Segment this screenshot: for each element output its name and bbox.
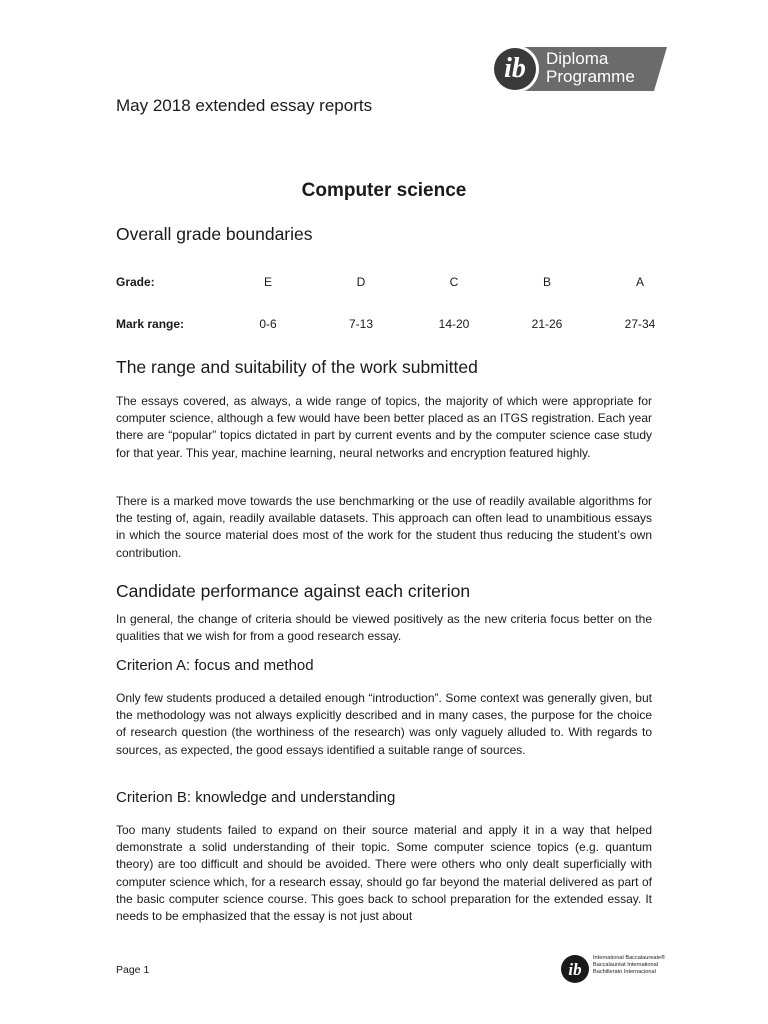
ib-footer-line-3: Bachillerato Internacional — [593, 969, 656, 975]
ib-footer-text — [593, 955, 665, 976]
grade-cell: E — [263, 275, 272, 289]
svg-text:ib: ib — [568, 960, 582, 979]
page-number: Page 1 — [116, 964, 150, 976]
grade-row — [116, 275, 676, 291]
svg-text:ib: ib — [504, 53, 526, 84]
range-suitability-heading: The range and suitability of the work submitted — [116, 357, 478, 377]
mark-range-cell: 14-20 — [438, 317, 470, 331]
performance-intro: In general, the change of criteria should be viewed positively as the new criteria focus better on the qualities that we wish for from a good research essay. — [116, 612, 652, 644]
performance-heading: Candidate performance against each criterion — [116, 581, 471, 601]
criterion-a-text: Only few students produced a detailed enough “introduction”. Some context was generally given, but the methodology was not always explicitly described and in many cases, the purpose for the choice of research question (the worthiness of the research) was only vaguely alluded to. With regards to sources, as expected, the good essays identified a suitable range of sources. — [116, 691, 652, 757]
grade-cell: A — [635, 275, 644, 289]
grade-label: Grade: — [116, 275, 155, 289]
ib-footer-logo — [560, 954, 590, 984]
ib-footer-line-1: International Baccalaureate® — [593, 955, 666, 961]
ib-footer-line-2: Baccalauréat International — [593, 962, 658, 968]
grade-cell: B — [542, 275, 551, 289]
criterion-a-heading: Criterion A: focus and method — [116, 657, 314, 674]
grade-cell: C — [449, 275, 459, 289]
criterion-b-text: Too many students failed to expand on their source material and apply it in a way that helped demonstrate a solid understanding of their topic. Some computer science topics (e.g. quantum theory) are too difficult and should be avoided. There were others who only dealt superficially with computer science which, for a research essay, should go far beyond the material delivered as part of the basic computer science course. This goes back to school preparation for the extended essay. It needs to be emphasized that the essay is not just about — [116, 823, 652, 924]
grade-boundaries-heading: Overall grade boundaries — [116, 224, 313, 244]
report-title: May 2018 extended essay reports — [116, 96, 373, 115]
mark-range-cell: 0-6 — [259, 317, 277, 331]
mark-range-cell: 21-26 — [531, 317, 563, 331]
mark-range-label: Mark range: — [116, 317, 185, 331]
mark-range-cell: 7-13 — [348, 317, 374, 331]
range-paragraph-1: The essays covered, as always, a wide range of topics, the majority of which were appropriate for computer science, although a few would have been better placed as an ITGS registration. Each year there are “popular” topics dictated in part by current events and by the computer science case study for that year. This year, machine learning, neural networks and encryption featured highly. — [116, 394, 652, 460]
range-paragraph-2: There is a marked move towards the use benchmarking or the use of readily available algorithms for the testing of, again, readily available datasets. This approach can often lead to unambitious essays in which the source material does most of the work for the student thus reducing the student’s own contribution. — [116, 494, 652, 560]
subject-title: Computer science — [301, 180, 467, 201]
grade-boundaries-table — [116, 275, 676, 333]
mark-range-row — [116, 317, 676, 333]
grade-cell: D — [356, 275, 366, 289]
logo-text — [546, 50, 635, 86]
logo-line-1: Diploma — [546, 49, 609, 68]
criterion-b-heading: Criterion B: knowledge and understanding — [116, 789, 396, 806]
logo-line-2: Programme — [546, 67, 635, 86]
mark-range-cell: 27-34 — [624, 317, 656, 331]
